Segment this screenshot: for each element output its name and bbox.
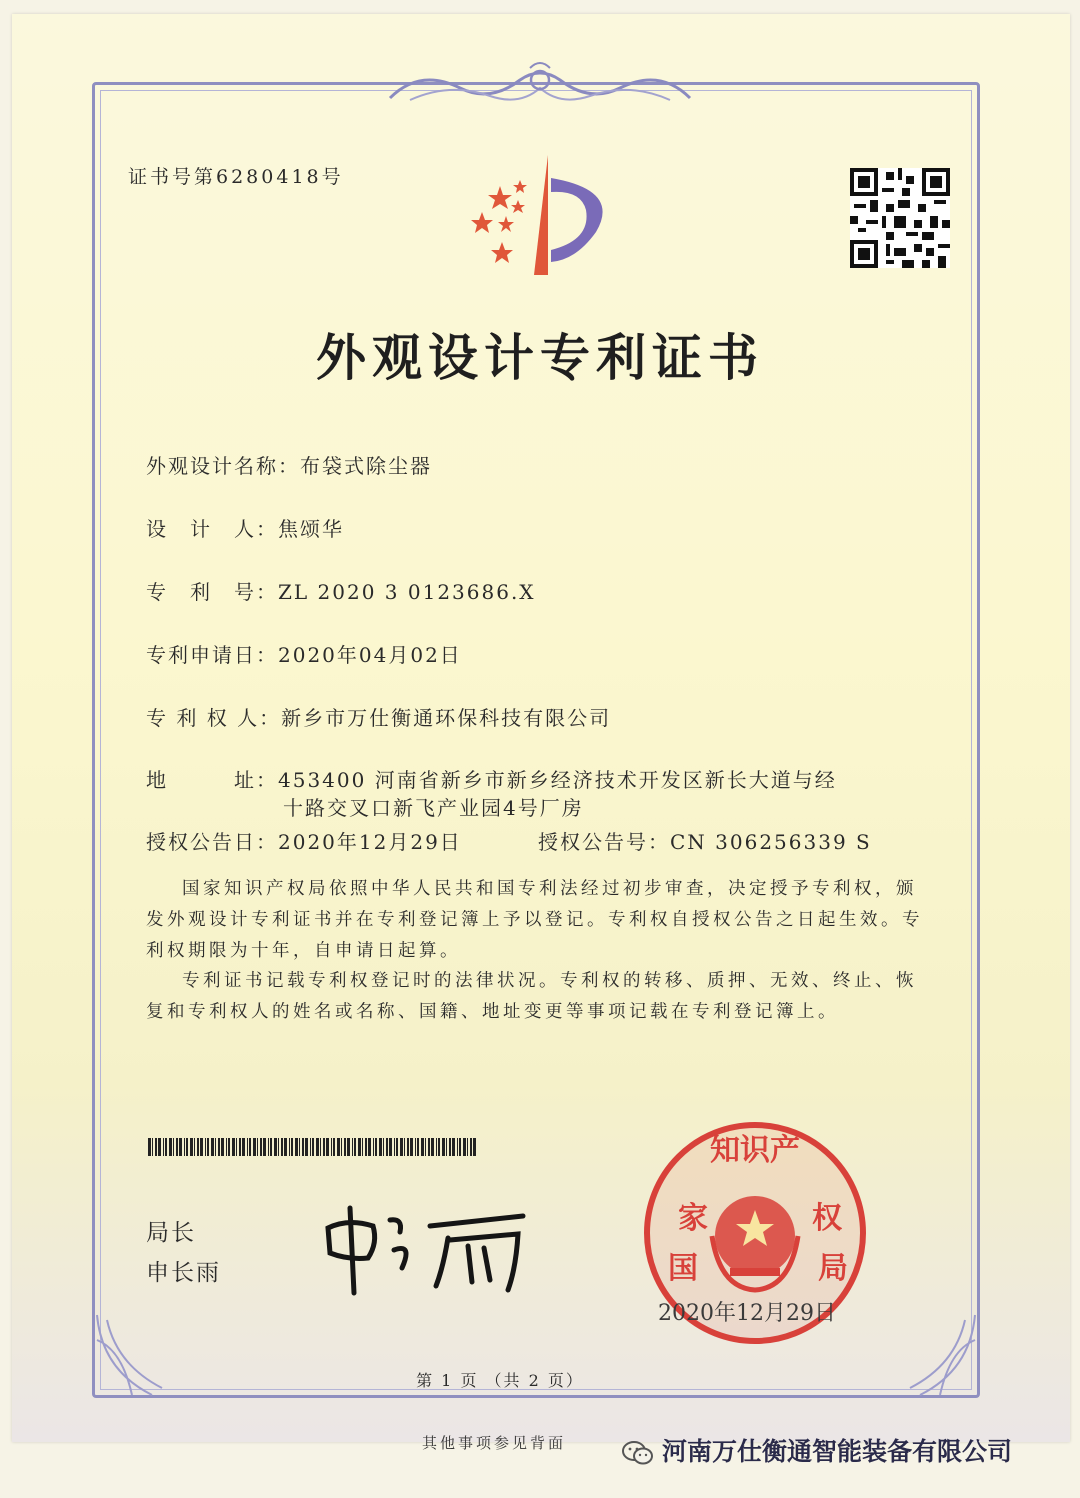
field-value: ZL 2020 3 0123686.X	[278, 580, 536, 604]
svg-text:家: 家	[678, 1201, 708, 1236]
field-grant-number	[538, 826, 872, 855]
field-patent-number	[146, 576, 536, 605]
field-value: 新乡市万仕衡通环保科技有限公司	[281, 706, 612, 730]
field-label: 授权公告号：	[538, 830, 670, 854]
field-label: 外观设计名称：	[146, 454, 300, 478]
field-label: 设 计 人：	[146, 517, 278, 541]
field-designer	[146, 513, 344, 542]
signature-icon	[318, 1198, 538, 1298]
watermark-text: 河南万仕衡通智能装备有限公司	[662, 1437, 1013, 1466]
ornament-icon	[380, 58, 700, 110]
field-grant-date	[146, 826, 462, 855]
qr-code-icon	[850, 168, 950, 268]
svg-text:局: 局	[818, 1251, 848, 1286]
body-paragraph: 专利证书记载专利权登记时的法律状况。专利权的转移、质押、无效、终止、恢复和专利权人的姓名或名称、国籍、地址变更等事项记载在专利登记簿上。	[146, 971, 917, 1022]
field-address-line2: 十路交叉口新飞产业园4号厂房	[283, 796, 584, 820]
field-value: 布袋式除尘器	[300, 454, 432, 478]
field-address	[146, 764, 837, 793]
field-design-name	[146, 450, 432, 479]
field-value: 焦颂华	[278, 517, 344, 541]
field-label: 专 利 号：	[146, 580, 278, 604]
body-paragraph: 国家知识产权局依照中华人民共和国专利法经过初步审查，决定授予专利权，颁发外观设计专利证书并在专利登记簿上予以登记。专利权自授权公告之日起生效。专利权期限为十年，自申请日起算。	[146, 879, 923, 961]
field-label: 专 利 权 人：	[146, 706, 282, 730]
field-value: CN 306256339 S	[670, 830, 872, 854]
director-name: 申长雨	[146, 1260, 221, 1286]
page-title: 外观设计专利证书	[316, 328, 764, 387]
footer-note: 其他事项参见背面	[422, 1434, 567, 1452]
field-filing-date	[146, 639, 462, 668]
field-value: 453400 河南省新乡市新乡经济技术开发区新长大道与经	[278, 768, 837, 792]
certificate-number: 证书号第6280418号	[128, 166, 344, 188]
wechat-icon	[622, 1440, 654, 1466]
seal-date: 2020年12月29日	[658, 1301, 836, 1326]
field-patentee	[146, 702, 611, 731]
svg-text:国: 国	[668, 1251, 698, 1286]
director-title: 局长	[146, 1220, 196, 1246]
field-label: 地 址：	[146, 768, 278, 792]
barcode-icon	[148, 1138, 478, 1156]
svg-text:权: 权	[812, 1201, 842, 1236]
field-value: 2020年12月29日	[278, 830, 462, 854]
field-label: 专利申请日：	[146, 643, 278, 667]
svg-text:知识产: 知识产	[710, 1133, 800, 1168]
emblem-logo-icon	[456, 150, 626, 280]
page-indicator: 第 1 页 （共 2 页）	[416, 1371, 584, 1390]
field-label: 授权公告日：	[146, 830, 278, 854]
field-value: 2020年04月02日	[278, 643, 462, 667]
watermark	[622, 1432, 1012, 1468]
